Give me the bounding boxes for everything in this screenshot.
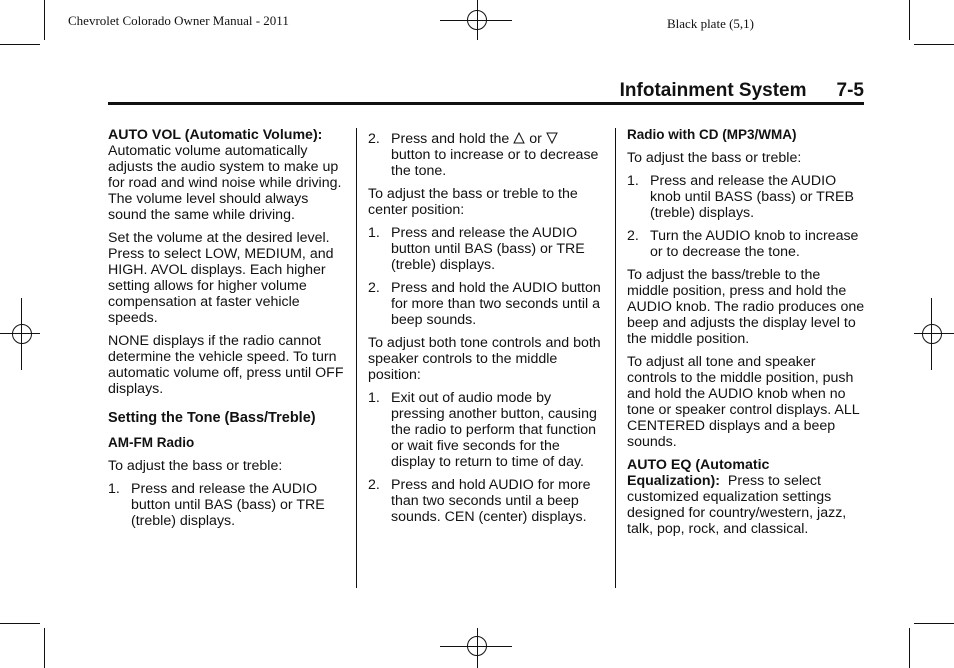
crop-mark: [44, 0, 45, 40]
column-2: [368, 131, 606, 532]
paragraph: To adjust the bass or treble:: [627, 150, 802, 166]
section-title: Infotainment System: [619, 80, 807, 101]
running-header-title: Chevrolet Colorado Owner Manual - 2011: [68, 13, 289, 28]
auto-eq-label: AUTO EQ (Automatic Equalization):: [627, 457, 770, 489]
paragraph: To adjust all tone and speaker controls to the middle position, push and hold the AUDIO knob when no tone or speaker control displays. ALL CENTERED displays and a beep sounds.: [627, 354, 860, 450]
step-text-or: or: [529, 131, 542, 147]
subheading-radio-cd: Radio with CD (MP3/WMA): [627, 127, 797, 142]
auto-vol-label: AUTO VOL (Automatic Volume):: [108, 127, 323, 143]
step-number: 2.: [627, 228, 639, 244]
step-text: Press and release the AUDIO knob until BASS (bass) or TREB (treble) displays.: [650, 173, 854, 221]
step-number: 1.: [108, 481, 120, 497]
triangle-up-icon: [513, 132, 525, 144]
steps-list: [368, 225, 606, 328]
page-title: [620, 80, 864, 102]
crop-mark: [44, 628, 45, 668]
paragraph: Set the volume at the desired level. Press to select LOW, MEDIUM, and HIGH. AVOL displays. Each higher setting allows for higher volume compensation at faster vehicle speeds.: [108, 230, 334, 326]
step-text: Turn the AUDIO knob to increase or to decrease the tone.: [650, 228, 859, 260]
step-text: Press and release the AUDIO button until BAS (bass) or TRE (treble) displays.: [131, 481, 325, 529]
auto-vol-text: Automatic volume automatically adjusts the audio system to make up for road and wind noise while driving. The volume level should always sound the same while driving.: [108, 143, 342, 223]
crop-mark: [0, 623, 40, 624]
crop-mark: [914, 623, 954, 624]
paragraph: To adjust the bass or treble to the center position:: [368, 186, 578, 218]
steps-list: [368, 131, 606, 179]
plate-label: Black plate (5,1): [667, 16, 754, 31]
paragraph: NONE displays if the radio cannot determine the vehicle speed. To turn automatic volume off, press until OFF displays.: [108, 333, 344, 397]
list-item: [368, 280, 606, 328]
step-number: 1.: [627, 173, 639, 189]
auto-eq-paragraph: [627, 457, 865, 537]
triangle-down-icon: [546, 132, 558, 144]
step-text: Exit out of audio mode by pressing another button, causing the radio to perform that function or wait five seconds for the display to return to time of day.: [391, 390, 597, 470]
step-number: 1.: [368, 225, 380, 241]
steps-list: [368, 390, 606, 525]
step-text: button to increase or to decrease the tone.: [391, 147, 599, 179]
crop-mark: [909, 628, 910, 668]
crop-mark: [914, 44, 954, 45]
section-heading: Setting the Tone (Bass/Treble): [108, 410, 316, 426]
paragraph: To adjust the bass or treble:: [108, 458, 283, 474]
list-item: [368, 225, 606, 273]
step-number: 2.: [368, 477, 380, 493]
auto-vol-paragraph: [108, 127, 348, 223]
paragraph: To adjust the bass/treble to the middle position, press and hold the AUDIO knob. The radio produces one beep and adjusts the display level to the middle position.: [627, 267, 865, 347]
column-3: [627, 127, 865, 544]
step-text: Press and hold the: [391, 131, 510, 147]
step-number: 2.: [368, 131, 380, 147]
column-1: [108, 127, 348, 536]
crop-mark: [909, 0, 910, 40]
steps-list: [627, 173, 865, 260]
column-divider: [356, 128, 357, 588]
step-text: Press and hold the AUDIO button for more than two seconds until a beep sounds.: [391, 280, 601, 328]
page-number: 7-5: [836, 80, 864, 101]
paragraph: To adjust both tone controls and both speaker controls to the middle position:: [368, 335, 601, 383]
column-divider: [615, 128, 616, 588]
list-item: [627, 173, 865, 221]
step-text: Press and release the AUDIO button until BAS (bass) or TRE (treble) displays.: [391, 225, 585, 273]
steps-list: [108, 481, 348, 529]
header-rule: [108, 102, 864, 105]
subheading-am-fm: AM-FM Radio: [108, 435, 195, 450]
auto-eq-text: Press to select customized equalization settings designed for country/western, jazz, talk, pop, rock, and classical.: [627, 473, 847, 537]
list-item: [627, 228, 865, 260]
crop-mark: [0, 44, 40, 45]
list-item: [368, 131, 606, 179]
step-number: 1.: [368, 390, 380, 406]
step-number: 2.: [368, 280, 380, 296]
step-text: Press and hold AUDIO for more than two seconds until a beep sounds. CEN (center) displays.: [391, 477, 591, 525]
list-item: [368, 390, 606, 470]
list-item: [108, 481, 348, 529]
list-item: [368, 477, 606, 525]
